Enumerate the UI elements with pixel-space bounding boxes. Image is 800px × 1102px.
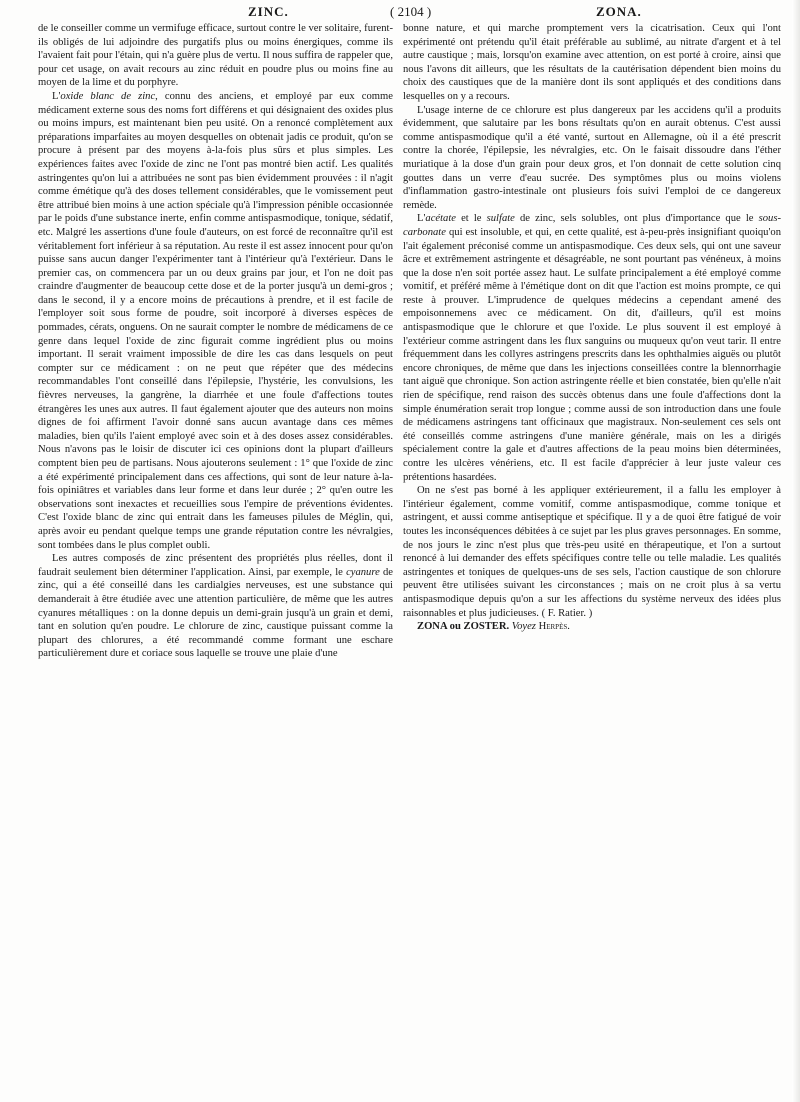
text-run: de zinc, sels solubles, ont plus d'importance que le (514, 213, 759, 225)
cross-reference-link[interactable]: Herpès. (538, 621, 570, 633)
text-run: de zinc, qui a été conseillé dans les cardialgies nerveuses, est une substance qui demanderait à être étudiée avec une attention particulière, de même que les autres cyanures métalliques : on la donne depuis un demi-grain jusqu'à un grain et demi, tant en solution qu'en poudre. Le chlorure de zinc, caustique puissant comme la plupart des chlorures, a été recommandé comme formant une eschare particulièrement dure et coriace sous laquelle se trouve une plaie d'une (38, 566, 393, 660)
term: sulfate (486, 213, 515, 225)
cross-reference-label: Voyez (511, 621, 536, 633)
right-column (403, 22, 781, 634)
text-run: L' (417, 213, 426, 225)
term: cyanure (346, 566, 380, 578)
term: sous-carbonate (403, 213, 781, 238)
left-column (38, 22, 393, 661)
term: oxide blanc de zinc (60, 90, 156, 102)
paragraph (38, 90, 393, 552)
paragraph (403, 484, 781, 620)
header-right-title: ZONA. (596, 4, 642, 19)
header-left-title: ZINC. (248, 4, 289, 19)
term: acétate (425, 213, 456, 225)
text-run: On ne s'est pas borné à les appliquer extérieurement, il a fallu les employer à l'intérieur également, comme vomitif, comme antispasmodique, comme tonique et astringent, et aussi comme antiseptique et spécifique. Il y a de quoi être fatigué de voir toutes les inconséquences débitées à ce sujet par les plus graves personnages. En somme, de nos jours le zinc n'est plus que très-peu usité en thérapeutique, et l'on a surtout renoncé à lui demander des effets spécifiques contre telle ou telle maladie. Les qualités astringentes et toniques de quelques-uns de ses sels, l'action caustique de son chlorure peuvent être utilisées suivant les circonstances ; mais on ne croit plus à sa vertu antispasmodique depuis qu'on a sur les affections du système nerveux des idées plus raisonnables et plus judicieuses. (403, 485, 781, 619)
entry-headword: ZONA ou ZOSTER. (417, 621, 510, 633)
text-run: , connu des anciens, et employé par eux comme médicament externe sous des noms fort différens et qui désignaient des oxides plus ou moins impurs, est maintenant bien peu usité. On a renoncé complètement aux préparations imparfaites au moyen desquelles on obtenait jadis ce produit, qu'on se procure à présent par des moyens à-la-fois plus sûrs et plus simples. Les expériences faites avec l'oxide de zinc ne l'ont pas montré bien actif. Les qualités astringentes qu'on lui a attribuées ne sont pas bien évidemment prouvées : il n'agit comme émétique qu'à des doses tellement considérables, que le vomissement peut être attribué bien moins à une action spéciale qu'à l'impression pénible occasionnée par le poids d'une substance inerte, enfin comme antispasmodique, tonique, sédatif, etc. Malgré les assertions d'une foule d'auteurs, on est forcé de reconnaître qu'il est véritablement fort inférieur à sa réputation. Au reste il est assez innocent pour qu'on puisse sans aucun danger l'expérimenter tant à l'intérieur qu'à l'extérieur. Dans le premier cas, on commencera par un ou deux grains par jour, et l'on ne doit pas craindre d'augmenter de beaucoup cette dose et de la porter jusqu'à un demi-gros ; dans le second, il y a encore moins de précautions à prendre, et il est facile de l'employer soit sous forme de poudre, soit incorporé à diverses espèces de pommades, cérats, onguens. On ne saurait compter le nombre de médicamens de ce genre dans lequel l'oxide de zinc figurait comme ingrédient plus ou moins important. Il serait vraiment impossible de dire les cas dans lesquels on peut compter sur ce médicament : on ne peut que répéter que des médecins recommandables l'ont conseillé dans l'épilepsie, l'hystérie, les convulsions, les fièvres nerveuses, la gangrène, la diarrhée et une foule d'affections toutes étrangères les unes aux autres. Il faut également ajouter que des auteurs non moins dignes de foi affirment l'avoir donné sans aucun avantage dans ces mêmes maladies, bien qu'ils l'aient employé avec soin et à des doses assez considérables. Nous n'avons pas le loisir de discuter ici ces opinions dont la plupart d'ailleurs comptent bien peu de partisans. Nous ajouterons seulement : 1° que l'oxide de zinc a été expérimenté principalement dans ces affections, qui sont de leur nature à-la-fois opiniâtres et variables dans leur forme et dans leur durée ; 2° qu'en outre les observations sont inexactes et recueillies sous l'empire de préventions évidentes. C'est l'oxide blanc de zinc qui entrait dans les fameuses pilules de Méglin, qui, après avoir eu pendant quelque temps une grande réputation contre les névralgies, sont tombées dans le plus complet oubli. (38, 90, 393, 551)
page-edge-shadow (792, 0, 800, 1102)
paragraph: de le conseiller comme un vermifuge efficace, surtout contre le ver solitaire, furent-ils obligés de lui adjoindre des purgatifs plus ou moins énergiques, comme ils l'avaient fait pour l'étain, qui n'a guère plus de vertu. Il nous suffira de rappeler que, pour cet usage, on avait recours au zinc réduit en poudre plus ou moins fine au moyen de la lime et du porphyre. (38, 23, 393, 89)
author-signature: ( F. Ratier. ) (541, 607, 593, 619)
paragraph (403, 212, 781, 484)
text-run: L' (52, 90, 61, 102)
page-number: ( 2104 ) (390, 4, 432, 19)
text-run: Les autres composés de zinc présentent des propriétés plus réelles, dont il faudrait seulement bien déterminer l'application. Ainsi, par exemple, le (38, 553, 393, 578)
text-run: et le (455, 213, 487, 225)
text-run: qui est insoluble, et qui, en cette qualité, est à-peu-près insignifiant quoiqu'on l'ait également préconisé comme un antispasmodique. Ces deux sels, qui ont une saveur âcre et extrêmement astringente et désagréable, ne sont pourtant pas vénéneux, à moins que la dose n'en soit portée assez haut. Le sulfate principalement a été employé comme vomitif, et préféré même à l'émétique dont on dit que l'action est moins prompte, ce qui reste à prouver. L'imprudence de quelques médecins a cependant amené des empoisonnemens avec ce médicament. On dit, d'ailleurs, qu'il est moins antispasmodique que le chlorure et que l'oxide. Le plus souvent il est employé à l'extérieur comme astringent dans les flux sanguins ou muqueux qu'on veut tarir. Il entre fréquemment dans les collyres astringens prescrits dans les ophthalmies aiguës ou plutôt encore chroniques, de même que dans les injections conseillées contre la blennorrhagie tant aiguë que chronique. Son action astringente réelle et bien constatée, bien qu'elle n'ait rien de spécifique, rend raison des succès obtenus dans une foule d'affections dont la simple énumération serait trop longue ; comme aussi de son introduction dans une foule de médicamens astringens tant officinaux que magistraux. Non-seulement ces sels ont été conseillés comme astringens d'une manière générale, mais on les a dirigés spécialement contre la gale et d'autres affections de la peau moins bien déterminées, contre les ulcères vénériens, etc. Il est facile d'apprécier à leur juste valeur ces prétentions hasardées. (403, 226, 781, 483)
dictionary-entry (403, 620, 781, 634)
paragraph: L'usage interne de ce chlorure est plus dangereux par les accidens qu'il a produits évidemment, que salutaire par les bons résultats qu'on en aurait obtenus. C'est aussi comme antispasmodique qu'il a été vanté, surtout en Allemagne, où il a été prescrit contre la chorée, l'épilepsie, les névralgies, etc. On le faisait dissoudre dans l'éther muriatique à la dose d'un grain pour deux gros, et l'on donnait de cette solution cinq gouttes dans un verre d'eau sucrée. Des symptômes plus ou moins violens d'inflammation gastro-intestinale ont plusieurs fois suivi l'emploi de ce dangereux remède. (403, 104, 781, 211)
paragraph: bonne nature, et qui marche promptement vers la cicatrisation. Ceux qui l'ont expérimenté ont prétendu qu'il était préférable au sublimé, au nitrate d'argent et à tel autre caustique ; mais, lorsqu'on examine avec attention, on est porté à croire, ainsi que nous l'avons dit ailleurs, que les résultats de la cautérisation dépendent bien moins du choix des caustiques que de la manière dont ils sont appliqués et des conditions dans lesquelles on y a recours. (403, 23, 781, 102)
paragraph (38, 552, 393, 661)
running-header (38, 4, 780, 20)
